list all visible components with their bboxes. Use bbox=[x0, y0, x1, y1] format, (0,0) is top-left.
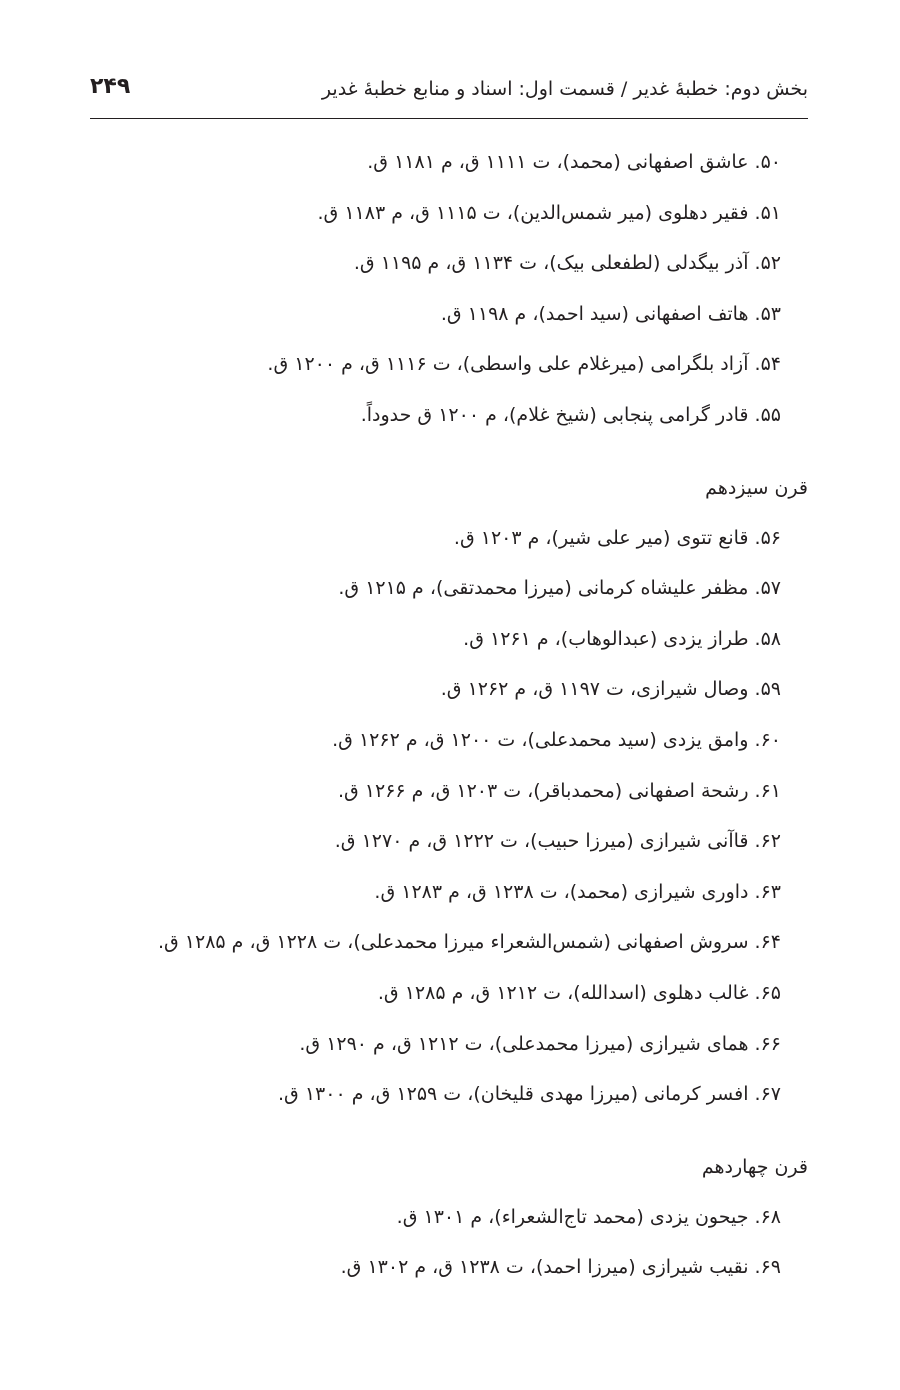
list-item: ۵۷. مظفر علیشاه کرمانی (میرزا محمدتقی)، م ۱۲۱۵ ق. bbox=[338, 577, 781, 600]
entry-list bbox=[40, 1195, 808, 1296]
list-item: ۵۶. قانع تتوی (میر علی شیر)، م ۱۲۰۳ ق. bbox=[453, 526, 781, 549]
list-item: ۵۹. وصال شیرازی، ت ۱۱۹۷ ق، م ۱۲۶۲ ق. bbox=[440, 678, 781, 701]
list-item: ۵۳. هاتف اصفهانی (سید احمد)، م ۱۱۹۸ ق. bbox=[440, 302, 781, 325]
list-item: ۶۹. نقیب شیرازی (میرزا احمد)، ت ۱۲۳۸ ق، م ۱۳۰۲ ق. bbox=[340, 1256, 781, 1279]
list-item: ۶۷. افسر کرمانی (میرزا مهدی قلیخان)، ت ۱۲۵۹ ق، م ۱۳۰۰ ق. bbox=[278, 1083, 781, 1106]
section-gap bbox=[40, 1123, 808, 1145]
list-item: ۵۲. آذر بیگدلی (لطفعلی بیک)، ت ۱۱۳۴ ق، م ۱۱۹۵ ق. bbox=[353, 252, 781, 275]
list-item: ۵۴. آزاد بلگرامی (میرغلام علی واسطی)، ت ۱۱۱۶ ق، م ۱۲۰۰ ق. bbox=[267, 353, 781, 376]
list-item: ۶۸. جیحون یزدی (محمد تاج‌الشعراء)، م ۱۳۰۱ ق. bbox=[396, 1205, 781, 1228]
page-header bbox=[90, 74, 808, 119]
list-item: ۶۶. همای شیرازی (میرزا محمدعلی)، ت ۱۲۱۲ ق، م ۱۲۹۰ ق. bbox=[299, 1032, 781, 1055]
list-item: ۵۸. طراز یزدی (عبدالوهاب)، م ۱۲۶۱ ق. bbox=[463, 627, 781, 650]
list-item: ۶۴. سروش اصفهانی (شمس‌الشعراء میرزا محمدعلی)، ت ۱۲۲۸ ق، م ۱۲۸۵ ق. bbox=[157, 931, 781, 954]
entry-list bbox=[40, 140, 808, 444]
entry-list bbox=[40, 516, 808, 1123]
section-heading-13th-century: قرن سیزدهم bbox=[705, 476, 808, 499]
list-item: ۶۱. رشحة اصفهانی (محمدباقر)، ت ۱۲۰۳ ق، م ۱۲۶۶ ق. bbox=[337, 779, 781, 802]
running-head: بخش دوم: خطبهٔ غدیر / قسمت اول: اسناد و منابع خطبهٔ غدیر bbox=[321, 78, 808, 100]
list-item: ۶۰. وامق یزدی (سید محمدعلی)، ت ۱۲۰۰ ق، م ۱۲۶۲ ق. bbox=[332, 728, 781, 751]
page-number: ۲۴۹ bbox=[90, 74, 131, 99]
list-item: ۵۵. قادر گرامی پنجابی (شیخ غلام)، م ۱۲۰۰ ق حدوداً. bbox=[360, 403, 781, 426]
list-item: ۵۰. عاشق اصفهانی (محمد)، ت ۱۱۱۱ ق، م ۱۱۸۱ ق. bbox=[367, 151, 781, 173]
list-item: ۶۵. غالب دهلوی (اسدالله)، ت ۱۲۱۲ ق، م ۱۲۸۵ ق. bbox=[377, 981, 781, 1004]
section-gap bbox=[40, 444, 808, 466]
list-item: ۶۳. داوری شیرازی (محمد)، ت ۱۲۳۸ ق، م ۱۲۸۳ ق. bbox=[374, 880, 781, 903]
list-item: ۵۱. فقیر دهلوی (میر شمس‌الدین)، ت ۱۱۱۵ ق، م ۱۱۸۳ ق. bbox=[317, 201, 781, 224]
section-heading-14th-century: قرن چهاردهم bbox=[701, 1155, 808, 1178]
page-body bbox=[40, 140, 808, 1296]
list-item: ۶۲. قاآنی شیرازی (میرزا حبیب)، ت ۱۲۲۲ ق، م ۱۲۷۰ ق. bbox=[334, 830, 781, 853]
